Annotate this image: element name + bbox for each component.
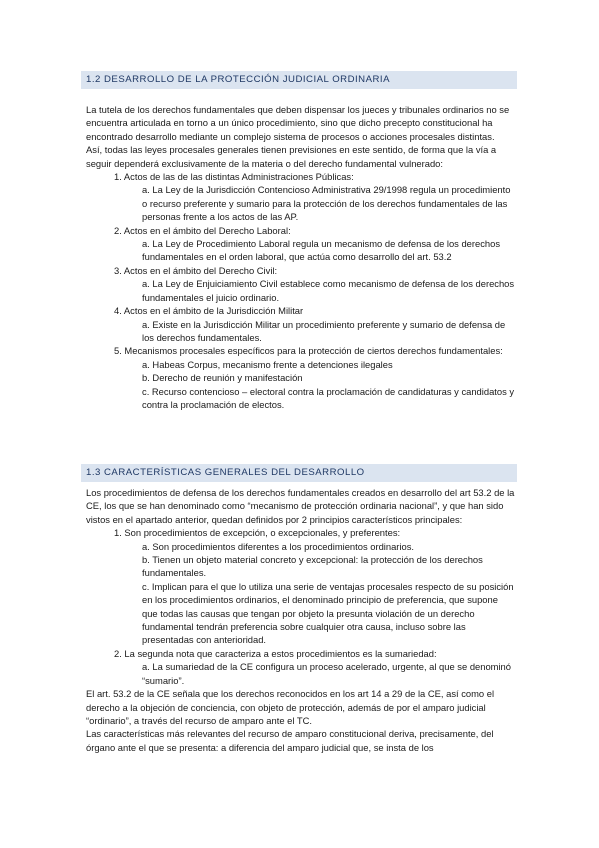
sub-list-item: c. Recurso contencioso – electoral contra la proclamación de candidaturas y candidatos y contra la proclamación de electos. [142,385,515,410]
section-body-1-3 [86,486,516,754]
sub-list-item: a. La sumariedad de la CE configura un proceso acelerado, urgente, al que se denominó “sumario”. [142,661,511,686]
sub-list-item: b. Derecho de reunión y manifestación [142,372,303,384]
paragraph: El art. 53.2 de la CE señala que los derechos reconocidos en los art 14 a 29 de la CE, así como el derecho a la objeción de conciencia, con objeto de protección, además de por el amparo judicial “ordinario”, a través del recurso de amparo ante el TC. [86,688,495,726]
sub-list-item: c. Implican para el que lo utiliza una serie de ventajas procesales respecto de su posición en los procedimientos ordinarios, el denominado principio de preferencia, que supone que todas las causas que tengan por objeto la presunta violación de un derecho fundamental tendrán preferencia sobre cualquier otra causa, incluso sobre las presentadas con anterioridad. [142,580,514,646]
paragraph: Las características más relevantes del recurso de amparo constitucional deriva, precisamente, del órgano ante el que se presenta: a diferencia del amparo judicial que, se insta de los [86,728,494,753]
paragraph: Así, todas las leyes procesales generales tienen previsiones en este sentido, de forma que la vía a seguir dependerá exclusivamente de la materia o del derecho fundamental vulnerado: [86,144,497,169]
sub-list-item: a. La Ley de Enjuiciamiento Civil establece como mecanismo de defensa de los derechos fundamentales el juicio ordinario. [142,278,515,303]
section-heading-1-2: 1.2 DESARROLLO DE LA PROTECCIÓN JUDICIAL ORDINARIA [81,71,517,89]
sub-list-item: a. La Ley de la Jurisdicción Contencioso Administrativa 29/1998 regula un procedimiento o recurso preferente y sumario para la protección de los derechos fundamentales de las personas frente a los actos de las AP. [142,184,511,223]
sub-list-item: a. Habeas Corpus, mecanismo frente a detenciones ilegales [142,358,393,370]
list-item: 2. La segunda nota que caracteriza a estos procedimientos es la sumariedad: [114,647,437,659]
sub-list-item: a. Existe en la Jurisdicción Militar un procedimiento preferente y sumario de defensa de los derechos fundamentales. [142,318,506,343]
list-item: 3. Actos en el ámbito del Derecho Civil: [114,264,278,276]
list-item: 1. Son procedimientos de excepción, o excepcionales, y preferentes: [114,527,401,539]
list-item: 2. Actos en el ámbito del Derecho Laboral: [114,224,291,236]
sub-list-item: a. Son procedimientos diferentes a los procedimientos ordinarios. [142,540,415,552]
section-body-1-2 [86,103,516,411]
list-item: 5. Mecanismos procesales específicos para la protección de ciertos derechos fundamentales: [114,345,503,357]
sub-list-item: b. Tienen un objeto material concreto y excepcional: la protección de los derechos fundamentales. [142,554,483,579]
list-item: 4. Actos en el ámbito de la Jurisdicción Militar [114,305,304,317]
section-heading-1-3: 1.3 CARACTERÍSTICAS GENERALES DEL DESARROLLO [81,464,517,482]
paragraph: La tutela de los derechos fundamentales que deben dispensar los jueces y tribunales ordinarios no se encuentra articulada en torno a un único procedimiento, sino que dicho precepto constitucional ha encontrado desarrollo mediante un complejo sistema de procesos o acciones procesales distintas. [86,104,510,142]
list-item: 1. Actos de las de las distintas Administraciones Públicas: [114,171,354,183]
sub-list-item: a. La Ley de Procedimiento Laboral regula un mecanismo de defensa de los derechos fundamentales en el orden laboral, que actúa como desarrollo del art. 53.2 [142,238,501,263]
paragraph: Los procedimientos de defensa de los derechos fundamentales creados en desarrollo del art 53.2 de la CE, los que se han denominado como “mecanismo de protección ordinaria nacional”, y que han sido vistos en el apartado anterior, quedan definidos por 2 principios característicos principales: [86,487,515,525]
